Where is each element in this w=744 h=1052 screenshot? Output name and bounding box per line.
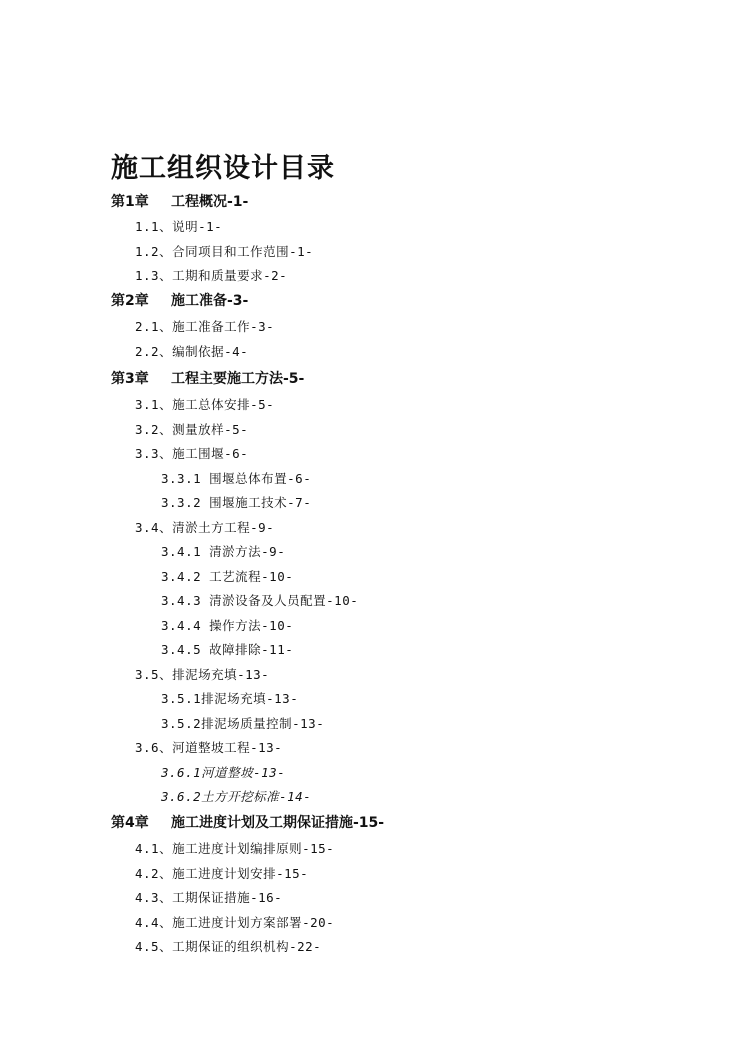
toc-section-1-1[interactable]: 1.1、说明-1- [135, 219, 223, 234]
toc-subsection-3-4-5[interactable]: 3.4.5 故障排除-11- [161, 642, 294, 657]
toc-subsection-3-3-1[interactable]: 3.3.1 围堰总体布置-6- [161, 471, 312, 486]
toc-subsection-3-4-3[interactable]: 3.4.3 清淤设备及人员配置-10- [161, 593, 359, 608]
toc-subsection-3-4-1[interactable]: 3.4.1 清淤方法-9- [161, 544, 286, 559]
toc-chapter-2[interactable] [111, 294, 248, 308]
page-title: 施工组织设计目录 [111, 153, 335, 184]
toc-section-4-2[interactable]: 4.2、施工进度计划安排-15- [135, 866, 309, 881]
toc-section-3-5[interactable]: 3.5、排泥场充填-13- [135, 667, 270, 682]
toc-section-3-1[interactable]: 3.1、施工总体安排-5- [135, 397, 275, 412]
toc-section-3-2[interactable]: 3.2、测量放样-5- [135, 422, 249, 437]
toc-chapter-4[interactable] [111, 816, 384, 830]
toc-section-4-5[interactable]: 4.5、工期保证的组织机构-22- [135, 939, 322, 954]
toc-subsection-3-3-2[interactable]: 3.3.2 围堰施工技术-7- [161, 495, 312, 510]
toc-section-3-3[interactable]: 3.3、施工围堰-6- [135, 446, 249, 461]
toc-chapter-3[interactable] [111, 372, 304, 386]
toc-section-3-6[interactable]: 3.6、河道整坡工程-13- [135, 740, 283, 755]
toc-section-1-3[interactable]: 1.3、工期和质量要求-2- [135, 268, 288, 283]
toc-subsection-3-5-1[interactable]: 3.5.1排泥场充填-13- [161, 691, 299, 706]
chapter-number: 第1章 [111, 194, 149, 210]
toc-subsection-3-6-1[interactable]: 3.6.1河道整坡-13- [161, 765, 286, 780]
chapter-title: 施工准备-3- [171, 293, 249, 309]
toc-section-2-1[interactable]: 2.1、施工准备工作-3- [135, 319, 275, 334]
chapter-number: 第3章 [111, 371, 149, 387]
toc-subsection-3-6-2[interactable]: 3.6.2土方开挖标准-14- [161, 789, 312, 804]
chapter-title: 施工进度计划及工期保证措施-15- [171, 815, 385, 831]
chapter-number: 第4章 [111, 815, 149, 831]
toc-subsection-3-4-2[interactable]: 3.4.2 工艺流程-10- [161, 569, 294, 584]
chapter-title: 工程主要施工方法-5- [171, 371, 305, 387]
chapter-title: 工程概况-1- [171, 194, 249, 210]
toc-section-1-2[interactable]: 1.2、合同项目和工作范围-1- [135, 244, 314, 259]
toc-subsection-3-4-4[interactable]: 3.4.4 操作方法-10- [161, 618, 294, 633]
toc-section-4-1[interactable]: 4.1、施工进度计划编排原则-15- [135, 841, 335, 856]
toc-section-4-3[interactable]: 4.3、工期保证措施-16- [135, 890, 283, 905]
toc-chapter-1[interactable] [111, 195, 248, 209]
toc-section-3-4[interactable]: 3.4、清淤土方工程-9- [135, 520, 275, 535]
toc-subsection-3-5-2[interactable]: 3.5.2排泥场质量控制-13- [161, 716, 325, 731]
toc-section-4-4[interactable]: 4.4、施工进度计划方案部署-20- [135, 915, 335, 930]
chapter-number: 第2章 [111, 293, 149, 309]
toc-section-2-2[interactable]: 2.2、编制依据-4- [135, 344, 249, 359]
